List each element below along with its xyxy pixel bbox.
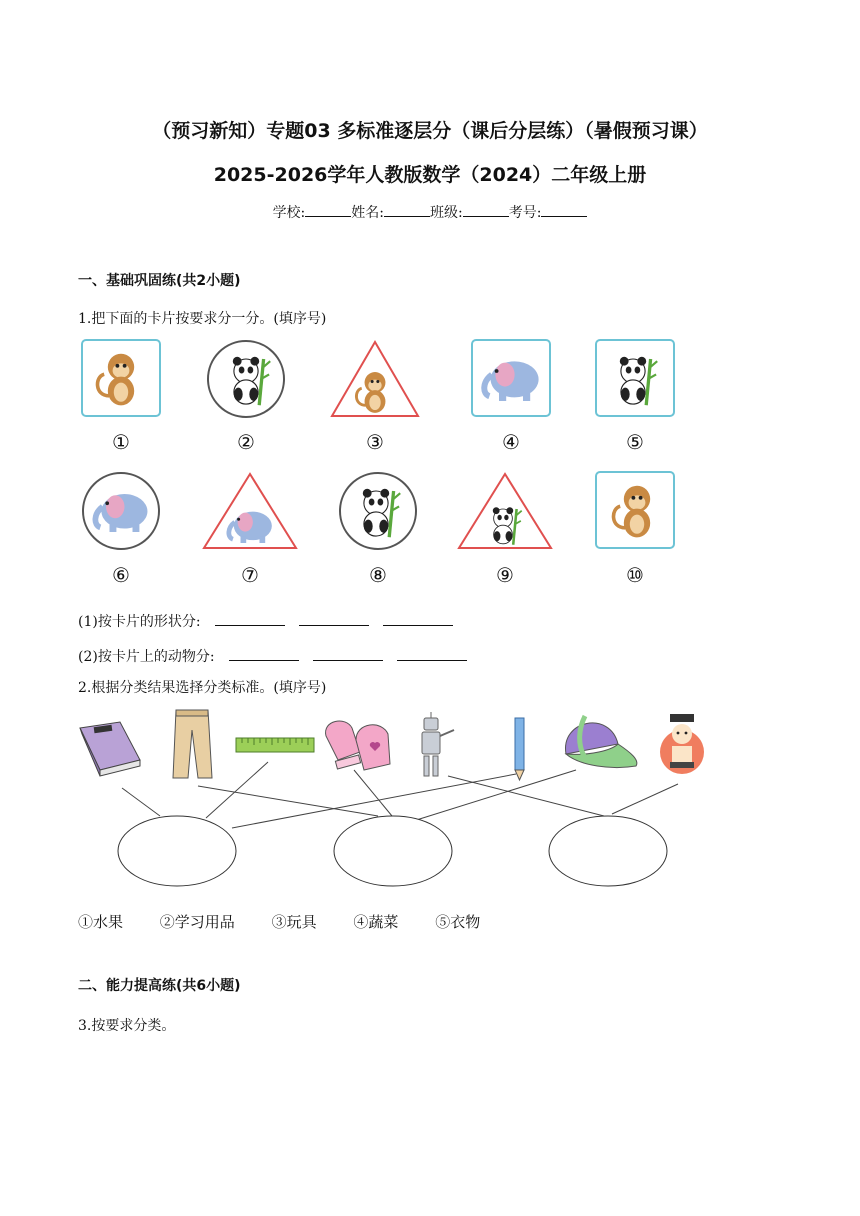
card-5 <box>595 339 675 421</box>
school-label: 学校: <box>272 205 306 221</box>
exam-no-label: 考号: <box>508 205 542 221</box>
ruler-icon <box>236 738 314 752</box>
card-10 <box>595 471 675 553</box>
card-number-5: ⑤ <box>626 430 644 454</box>
pants-icon <box>173 710 212 778</box>
title-line-1: （预习新知）专题03 多标准逐层分（课后分层练）（暑假预习课） <box>152 120 708 142</box>
class-label: 班级: <box>430 205 463 221</box>
question-1-sub-1 <box>78 611 453 631</box>
doll-icon <box>660 714 704 774</box>
card-6 <box>81 471 161 555</box>
answer-blank[interactable] <box>215 613 285 626</box>
option-5: ⑤衣物 <box>435 913 481 931</box>
option-1: ①水果 <box>78 913 124 931</box>
category-oval <box>549 816 667 886</box>
question-2-stem: 2.根据分类结果选择分类标准。(填序号) <box>78 680 327 696</box>
card-number-3: ③ <box>366 430 384 454</box>
card-number-9: ⑨ <box>496 563 514 587</box>
card-8 <box>338 471 418 555</box>
option-4: ④蔬菜 <box>353 913 399 931</box>
card-9 <box>457 472 553 554</box>
question-1-sub-2 <box>78 646 467 666</box>
card-number-2: ② <box>237 430 255 454</box>
card-4 <box>471 339 551 421</box>
card-number-10: ⑩ <box>626 563 644 587</box>
robot-icon <box>422 712 454 776</box>
sub-2-label: (2)按卡片上的动物分: <box>78 649 215 665</box>
sub-1-label: (1)按卡片的形状分: <box>78 614 201 630</box>
card-number-4: ④ <box>502 430 520 454</box>
card-1 <box>81 339 161 421</box>
title-line-2: 2025-2026学年人教版数学（2024）二年级上册 <box>213 164 647 186</box>
name-label: 姓名: <box>351 205 384 221</box>
section-heading-1: 一、基础巩固练(共2小题) <box>78 273 241 289</box>
cap-icon <box>566 716 637 768</box>
answer-blank[interactable] <box>313 648 383 661</box>
answer-blank[interactable] <box>383 613 453 626</box>
category-oval <box>118 816 236 886</box>
answer-blank[interactable] <box>299 613 369 626</box>
answer-blank[interactable] <box>229 648 299 661</box>
classification-figure <box>0 700 860 900</box>
card-7 <box>202 472 298 554</box>
option-2: ②学习用品 <box>159 913 235 931</box>
card-number-8: ⑧ <box>369 563 387 587</box>
answer-blank[interactable] <box>397 648 467 661</box>
category-oval <box>334 816 452 886</box>
question-1-stem: 1.把下面的卡片按要求分一分。(填序号) <box>78 311 327 327</box>
option-3: ③玩具 <box>271 913 317 931</box>
card-3 <box>330 340 420 422</box>
question-3-stem: 3.按要求分类。 <box>78 1018 176 1034</box>
card-number-7: ⑦ <box>241 563 259 587</box>
mittens-icon <box>326 721 390 770</box>
pencil-icon <box>515 718 524 780</box>
card-2 <box>206 339 286 423</box>
book-icon <box>80 722 140 776</box>
card-number-6: ⑥ <box>112 563 130 587</box>
question-2-options <box>78 911 512 932</box>
section-heading-2: 二、能力提高练(共6小题) <box>78 978 241 994</box>
card-number-1: ① <box>112 430 130 454</box>
